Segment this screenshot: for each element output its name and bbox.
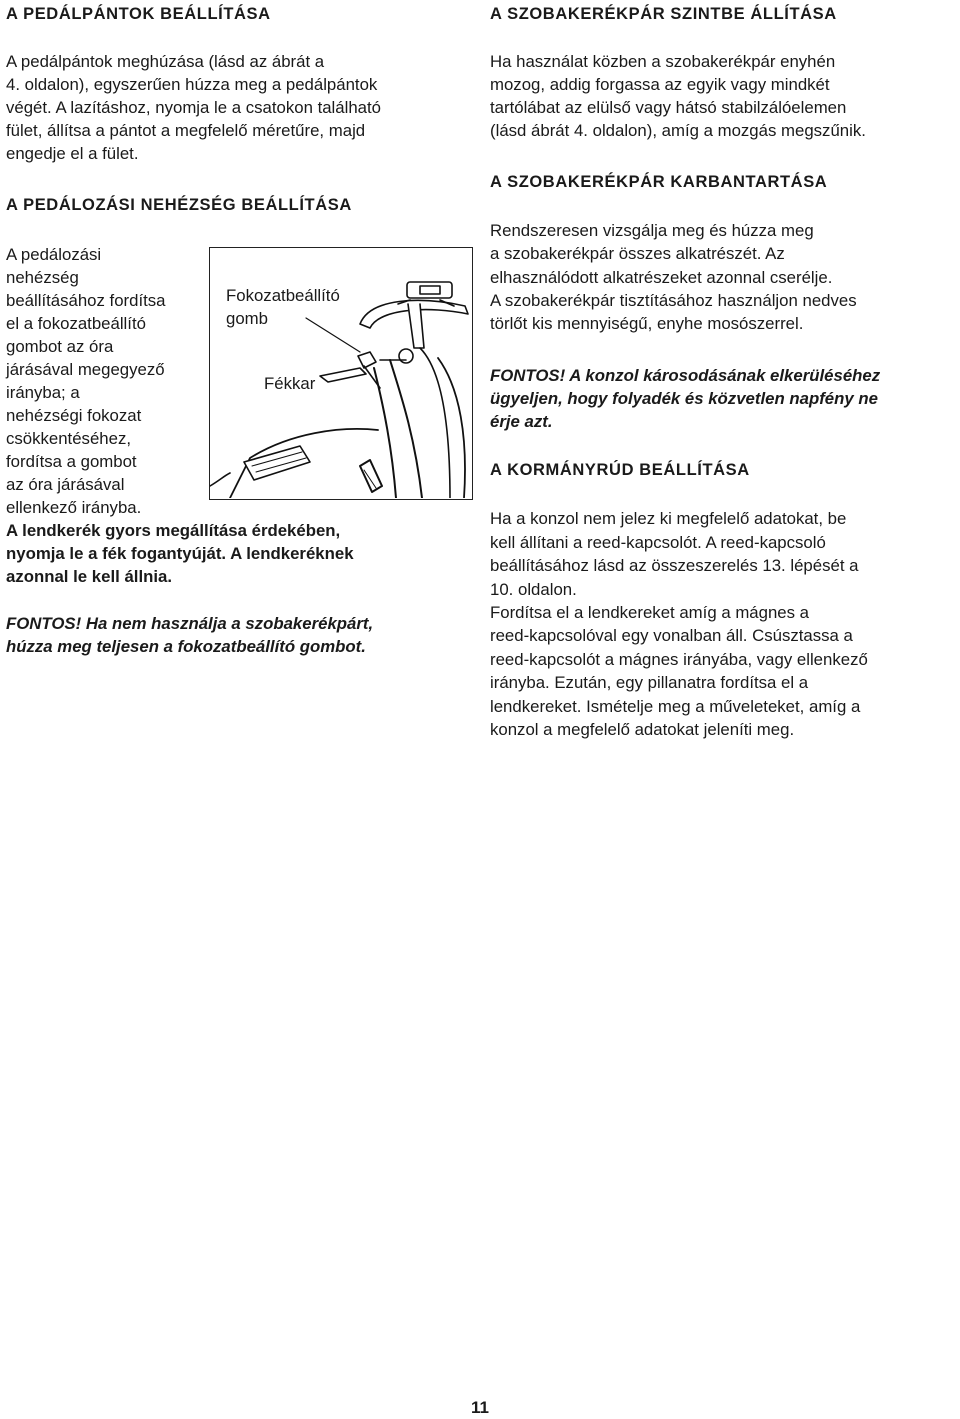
text-line: ügyeljen, hogy folyadék és közvetlen napfény ne [490, 389, 878, 408]
text-line: Ha a konzol nem jelez ki megfelelő adatokat, be [490, 509, 847, 528]
text-line: végét. A lazításhoz, nyomja le a csatokon található [6, 98, 382, 117]
text-line: azonnal le kell állnia. [6, 567, 173, 586]
bike-illustration [209, 247, 473, 500]
flywheel-arc [438, 358, 465, 498]
text-line: beállításához lásd az összeszerelés 13. lépését a [490, 556, 859, 575]
text-line: A lendkerék gyors megállítása érdekében, [6, 521, 341, 540]
heading-handlebar: A KORMÁNYRÚD BEÁLLÍTÁSA [490, 461, 750, 479]
text-line: (lásd ábrát 4. oldalon), amíg a mozgás megszűnik. [490, 121, 866, 140]
text-line: 4. oldalon), egyszerűen húzza meg a pedálpántok [6, 75, 378, 94]
text-line: tartólábat az elülső vagy hátsó stabilzálóelemen [490, 98, 847, 117]
label-resistance-knob-line2: gomb [226, 309, 268, 328]
text-line: a szobakerékpár összes alkatrészét. Az [490, 244, 785, 263]
text-line: kell állítani a reed-kapcsolót. A reed-kapcsoló [490, 533, 826, 552]
text-line: törlőt kis mennyiségű, enyhe mosószerrel. [490, 314, 804, 333]
text-line: engedje el a fület. [6, 144, 139, 163]
leader-line [306, 318, 360, 352]
text-line: fordítsa a gombot [6, 452, 137, 471]
text-line: beállításához fordítsa [6, 291, 166, 310]
heading-maintenance: A SZOBAKERÉKPÁR KARBANTARTÁSA [490, 173, 828, 191]
text-line: elhasználódott alkatrészeket azonnal cserélje. [490, 268, 833, 287]
label-resistance-knob-line1: Fokozatbeállító [226, 286, 340, 305]
text-line: fület, állítsa a pántot a megfelelő méretűre, majd [6, 121, 366, 140]
text-line: járásával megegyező [6, 360, 165, 379]
text-line: FONTOS! A konzol károsodásának elkerüléséhez [490, 366, 881, 385]
text-line: lendkereket. Ismételje meg a műveleteket, amíg a [490, 697, 861, 716]
frame-lower [210, 473, 230, 486]
text-line: ellenkező irányba. [6, 498, 142, 517]
text-line: nehézségi fokozat [6, 406, 142, 425]
console-shape [407, 282, 452, 298]
brake-lever [320, 368, 366, 382]
handlebar-post [408, 304, 424, 348]
text-line: irányba. Ezután, egy pillanatra fordítsa el a [490, 673, 809, 692]
heading-resistance: A PEDÁLOZÁSI NEHÉZSÉG BEÁLLÍTÁSA [6, 196, 352, 214]
text-line: Fordítsa el a lendkereket amíg a mágnes a [490, 603, 810, 622]
text-line: A szobakerékpár tisztításához használjon nedves [490, 291, 857, 310]
text-line: irányba; a [6, 383, 80, 402]
heading-pedal-straps: A PEDÁLPÁNTOK BEÁLLÍTÁSA [6, 5, 271, 23]
text-line: az óra járásával [6, 475, 125, 494]
text-line: nyomja le a fék fogantyúját. A lendkeréknek [6, 544, 354, 563]
text-line: húzza meg teljesen a fokozatbeállító gombot. [6, 637, 366, 656]
knob-circle [399, 349, 413, 363]
text-line: A pedálpántok meghúzása (lásd az ábrát a [6, 52, 325, 71]
text-line: FONTOS! Ha nem használja a szobakerékpárt, [6, 614, 374, 633]
text-line: nehézség [6, 268, 79, 287]
shroud-panel [244, 446, 310, 480]
heading-leveling: A SZOBAKERÉKPÁR SZINTBE ÁLLÍTÁSA [490, 5, 837, 23]
text-line: gombot az óra [6, 337, 114, 356]
text-line: konzol a megfelelő adatokat jeleníti meg. [490, 720, 795, 739]
text-line: reed-kapcsolót a mágnes irányába, vagy ellenkező [490, 650, 868, 669]
label-brake-lever: Fékkar [264, 374, 316, 393]
text-line: érje azt. [490, 412, 553, 431]
text-line: 10. oldalon. [490, 580, 577, 599]
page-number: 11 [471, 1398, 489, 1417]
text-line: A pedálozási [6, 245, 102, 264]
text-line: reed-kapcsolóval egy vonalban áll. Csúsztassa a [490, 626, 853, 645]
text-line: csökkentéséhez, [6, 429, 131, 448]
pedal-strap [360, 460, 382, 492]
text-line: Rendszeresen vizsgálja meg és húzza meg [490, 221, 814, 240]
text-line: mozog, addig forgassa az egyik vagy mindkét [490, 75, 830, 94]
text-line: Ha használat közben a szobakerékpár enyhén [490, 52, 836, 71]
resistance-knob [358, 352, 376, 368]
text-line: el a fokozatbeállító [6, 314, 146, 333]
